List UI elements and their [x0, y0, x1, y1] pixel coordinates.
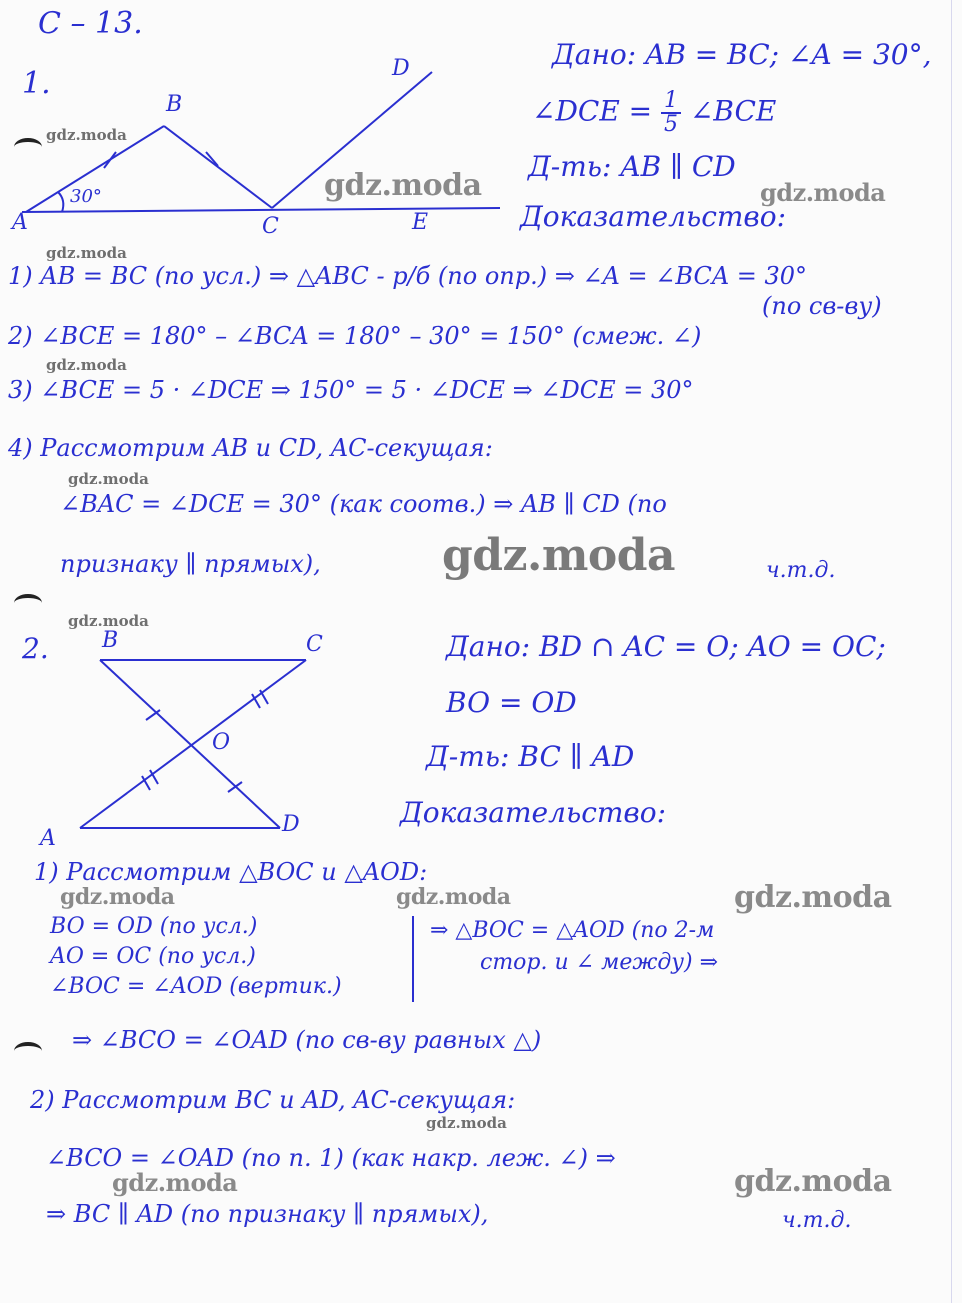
proof-2-title: Доказательство:: [400, 796, 667, 829]
watermark: gdz.moda: [46, 356, 127, 374]
angle-arc-a: [58, 192, 63, 212]
watermark: gdz.moda: [46, 126, 127, 144]
step-text: ∠BCE = 180° – ∠BCA = 180° – 30° = 150° (смеж. ∠): [40, 322, 702, 350]
fig1-label-d: D: [392, 56, 410, 81]
watermark: gdz.moda: [60, 884, 175, 910]
prove-1: Д-ть: AB ∥ CD: [528, 150, 736, 183]
step-number: 1): [8, 262, 33, 290]
proof-2-step2-line2: ⇒ BC ∥ AD (по признаку ∥ прямых),: [46, 1200, 489, 1228]
watermark: gdz.moda: [68, 612, 149, 630]
step-text: Рассмотрим △BOC и △AOD:: [66, 858, 428, 886]
fig1-angle-label: 30°: [70, 186, 102, 207]
proof-1-step4-line2: ∠BAC = ∠DCE = 30° (как соотв.) ⇒ AB ∥ CD (по: [60, 490, 667, 518]
given-2-line2: BO = OD: [446, 686, 577, 719]
proof-1-step4: [8, 434, 493, 462]
watermark: gdz.moda: [396, 884, 511, 910]
proof-2-step1-title: [34, 858, 427, 886]
segment-bc: [164, 126, 272, 208]
fraction-numerator: 1: [661, 90, 681, 114]
segment-ac: [80, 660, 306, 828]
watermark: gdz.moda: [46, 244, 127, 262]
proof-1-step3: [8, 376, 694, 404]
proof-2-step1-fact3: ∠BOC = ∠AOD (вертик.): [50, 974, 342, 999]
step-text: ∠BCE = 5 · ∠DCE ⇒ 150° = 5 · ∠DCE ⇒ ∠DCE = 30°: [40, 376, 694, 404]
step-text: Рассмотрим BC и AD, AC-секущая:: [62, 1086, 516, 1114]
proof-2-step1-fact2: AO = OC (по усл.): [50, 944, 256, 969]
proof-1-title: Доказательство:: [520, 200, 787, 233]
variant-label: С – 13.: [38, 6, 143, 41]
proof-1-step2: [8, 322, 701, 350]
fig2-label-a: A: [40, 826, 56, 851]
step-text: AB = BC (по усл.) ⇒ △ABC - р/б (по опр.) ⇒ ∠A = ∠BCA = 30°: [40, 262, 808, 290]
step-text: Рассмотрим AB и CD, AC-секущая:: [40, 434, 493, 462]
proof-2-step1-fact1: BO = OD (по усл.): [50, 914, 258, 939]
step-number: 2): [30, 1086, 55, 1114]
fig1-label-e: E: [412, 210, 429, 235]
step-number: 1): [34, 858, 59, 886]
proof-1-qed: ч.т.д.: [766, 558, 836, 583]
step-number: 4): [8, 434, 33, 462]
given-1-line2-prefix: ∠DCE =: [532, 94, 653, 128]
fig2-label-c: C: [306, 632, 323, 657]
step-number: 3): [8, 376, 33, 404]
watermark: gdz.moda: [734, 1164, 892, 1199]
figure-crossed-segments: [80, 660, 306, 828]
fig2-label-o: O: [212, 730, 231, 755]
proof-2-step1-result: ⇒ ∠BCO = ∠OAD (по св-ву равных △): [72, 1026, 542, 1054]
given-1-line2-suffix: ∠BCE: [689, 94, 777, 128]
prove-2: Д-ть: BC ∥ AD: [426, 740, 635, 773]
given-2-line1: Дано: BD ∩ AC = O; AO = OC;: [446, 630, 886, 663]
watermark: gdz.moda: [442, 530, 676, 581]
proof-1-step1: [8, 262, 807, 290]
tick-ab: [104, 152, 116, 168]
fig2-label-d: D: [282, 812, 300, 837]
problem-1-number: 1.: [22, 66, 51, 101]
fig2-label-b: B: [102, 628, 119, 653]
watermark: gdz.moda: [68, 470, 149, 488]
proof-2-step1-concl1: ⇒ △BOC = △AOD (по 2-м: [430, 918, 715, 943]
proof-2-step1-concl2: стор. и ∠ между) ⇒: [480, 950, 719, 975]
watermark: gdz.moda: [324, 168, 482, 203]
problem-2-number: 2.: [22, 632, 49, 665]
watermark: gdz.moda: [734, 880, 892, 915]
fraction-denominator: 5: [664, 112, 679, 137]
given-1-fraction: [661, 90, 681, 136]
given-1-line2: [532, 90, 776, 136]
fig1-label-c: C: [262, 214, 279, 239]
watermark: gdz.moda: [760, 178, 886, 207]
watermark: gdz.moda: [112, 1168, 238, 1197]
proof-2-step2-title: [30, 1086, 515, 1114]
proof-1-step4-line3: признаку ∥ прямых),: [60, 550, 321, 578]
proof-1-step1-cont: (по св-ву): [762, 292, 882, 320]
proof-2-qed: ч.т.д.: [782, 1208, 852, 1233]
brace-divider: [412, 916, 414, 1002]
proof-2-step2-line1: ∠BCO = ∠OAD (по п. 1) (как накр. леж. ∠) ⇒: [46, 1144, 616, 1172]
given-1-line1: Дано: AB = BC; ∠A = 30°,: [552, 38, 932, 71]
fig1-label-b: B: [166, 92, 183, 117]
line-ae: [22, 208, 500, 212]
fig1-label-a: A: [12, 210, 28, 235]
segment-bd: [100, 660, 280, 828]
step-number: 2): [8, 322, 33, 350]
watermark: gdz.moda: [426, 1114, 507, 1132]
